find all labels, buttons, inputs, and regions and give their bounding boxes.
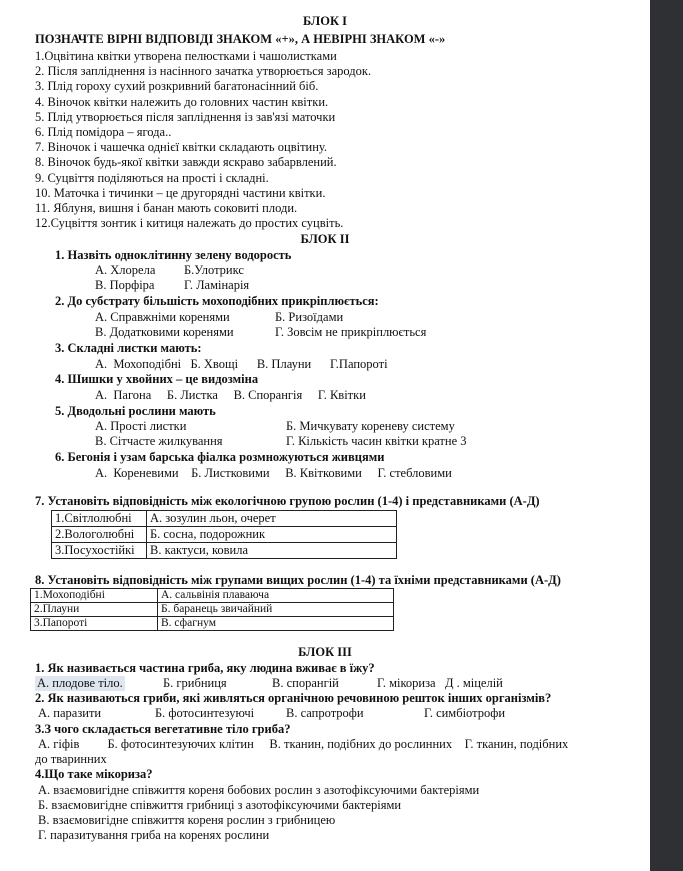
dark-side-panel: [650, 0, 683, 871]
fq1-option-a: А. плодове тіло.: [37, 676, 123, 690]
q1-option-b: Б.Улотрикс: [184, 263, 244, 277]
table-cell: Б. баранець звичайний: [158, 603, 394, 617]
table-cell: 1.Світлолюбні: [52, 511, 147, 527]
question-6: 6. Бегонія і узам барська фіалка розмножуються живцями: [55, 450, 385, 464]
statement-3: 3. Плід гороху сухий розкривний багатонасінний біб.: [35, 79, 319, 93]
q5-option-a: А. Прості листки: [95, 419, 187, 433]
fungi-question-3: 3.З чого складається вегетативне тіло гриба?: [35, 722, 291, 736]
fq2-option-a: А. паразити: [38, 706, 102, 720]
block2-title: БЛОК ІІ: [300, 232, 350, 246]
table-cell: 3.Посухостійкі: [52, 543, 147, 559]
statement-4: 4. Віночок квітки належить до головних частин квітки.: [35, 95, 329, 109]
fungi-question-1: 1. Як називається частина гриба, яку людина вживає в їжу?: [35, 661, 375, 675]
fq4-option-b: Б. взаємовигідне співжиття грибниці з азотофіксуючими бактеріями: [38, 798, 402, 812]
table-row: [31, 603, 394, 617]
question-5: 5. Дводольні рослини мають: [55, 404, 216, 418]
question-1: 1. Назвіть одноклітинну зелену водорость: [55, 248, 292, 262]
statement-10: 10. Маточка і тичинки – це другорядні частини квітки.: [35, 186, 326, 200]
q6-options: А. Кореневими Б. Листковими В. Квітковими Г. стебловими: [95, 466, 452, 480]
table-cell: В. кактуси, ковила: [147, 543, 397, 559]
q5-option-d: Г. Кількість часин квітки кратне 3: [286, 434, 467, 448]
table-cell: 2.Вологолюбні: [52, 527, 147, 543]
table-cell: 2.Плауни: [31, 603, 158, 617]
statement-12: 12.Суцвіття зонтик і китиця належать до простих суцвіть.: [35, 216, 344, 230]
fq4-option-a: А. взаємовигідне співжиття кореня бобових рослин з азотофіксуючими бактеріями: [38, 783, 480, 797]
table-cell: А. сальвінія плаваюча: [158, 589, 394, 603]
table-row: [52, 543, 397, 559]
q2-option-a: А. Справжніми коренями: [95, 310, 230, 324]
q1-option-d: Г. Ламінарія: [184, 278, 250, 292]
question-4: 4. Шишки у хвойних – це видозміна: [55, 372, 259, 386]
q5-option-c: В. Сітчасте жилкування: [95, 434, 223, 448]
match-table-plants: [30, 588, 394, 631]
question-8: 8. Установіть відповідність між групами вищих рослин (1-4) та їхніми представниками (А-Д): [35, 573, 561, 587]
table-row: [52, 527, 397, 543]
table-row: [31, 617, 394, 631]
question-2: 2. До субстрату більшість мохоподібних прикріплюється:: [55, 294, 379, 308]
statement-7: 7. Віночок і чашечка однієї квітки складають оцвітину.: [35, 140, 328, 154]
q2-option-c: В. Додатковими коренями: [95, 325, 234, 339]
table-cell: В. сфагнум: [158, 617, 394, 631]
question-7: 7. Установіть відповідність між екологічною групою рослин (1-4) і представниками (А-Д): [35, 494, 540, 508]
fq2-option-c: В. сапротрофи: [286, 706, 364, 720]
block1-title: БЛОК І: [302, 14, 348, 28]
statement-5: 5. Плід утворюється після запліднення із зав'язі маточки: [35, 110, 336, 124]
fungi-question-4: 4.Що таке мікориза?: [35, 767, 153, 781]
table-cell: А. зозулин льон, очерет: [147, 511, 397, 527]
fq3-options: А. гіфів Б. фотосинтезуючих клітин В. тканин, подібних до рослинних Г. тканин, подібних: [38, 737, 569, 751]
table-cell: 3.Папороті: [31, 617, 158, 631]
fq1-option-d: Г. мікориза Д . міцелій: [377, 676, 503, 690]
q5-option-b: Б. Мичкувату кореневу систему: [286, 419, 455, 433]
statement-2: 2. Після запліднення із насінного зачатка утворюється зародок.: [35, 64, 372, 78]
table-row: [31, 589, 394, 603]
fq1-option-b: Б. грибниця: [163, 676, 227, 690]
fq1-option-c: В. спорангій: [272, 676, 339, 690]
table-cell: Б. сосна, подорожник: [147, 527, 397, 543]
fq4-option-c: В. взаємовигідне співжиття кореня рослин з грибницею: [38, 813, 336, 827]
table-row: [52, 511, 397, 527]
statement-8: 8. Віночок будь-якої квітки завжди яскраво забарвлений.: [35, 155, 337, 169]
question-3: 3. Складні листки мають:: [55, 341, 202, 355]
statement-11: 11. Яблуня, вишня і банан мають соковиті плоди.: [35, 201, 298, 215]
table-cell: 1.Мохоподібні: [31, 589, 158, 603]
statement-9: 9. Суцвіття поділяються на прості і складні.: [35, 171, 269, 185]
q4-options: А. Пагона Б. Листка В. Спорангія Г. Квітки: [95, 388, 366, 402]
fungi-question-2: 2. Як називаються гриби, які живляться органічною речовиною решток інших організмів?: [35, 691, 552, 705]
q3-options: А. Мохоподібні Б. Хвощі В. Плауни Г.Папороті: [95, 357, 388, 371]
q2-option-b: Б. Ризоїдами: [275, 310, 344, 324]
block3-title: БЛОК ІІІ: [298, 645, 352, 659]
fq2-option-d: Г. симбіотрофи: [424, 706, 506, 720]
q1-option-a: А. Хлорела: [95, 263, 156, 277]
fq2-option-b: Б. фотосинтезуючі: [155, 706, 255, 720]
q1-option-c: В. Порфіра: [95, 278, 155, 292]
block1-instruction: ПОЗНАЧТЕ ВІРНІ ВІДПОВІДІ ЗНАКОМ «+», А НЕВІРНІ ЗНАКОМ «-»: [35, 32, 446, 46]
q2-option-d: Г. Зовсім не прикріплюється: [275, 325, 427, 339]
statement-6: 6. Плід помідора – ягода..: [35, 125, 172, 139]
fq4-option-d: Г. паразитування гриба на коренях рослини: [38, 828, 270, 842]
statement-1: 1.Оцвітина квітки утворена пелюстками і чашолистками: [35, 49, 337, 63]
match-table-ecology: [51, 510, 397, 559]
fq3-options-cont: до тваринних: [35, 752, 107, 766]
